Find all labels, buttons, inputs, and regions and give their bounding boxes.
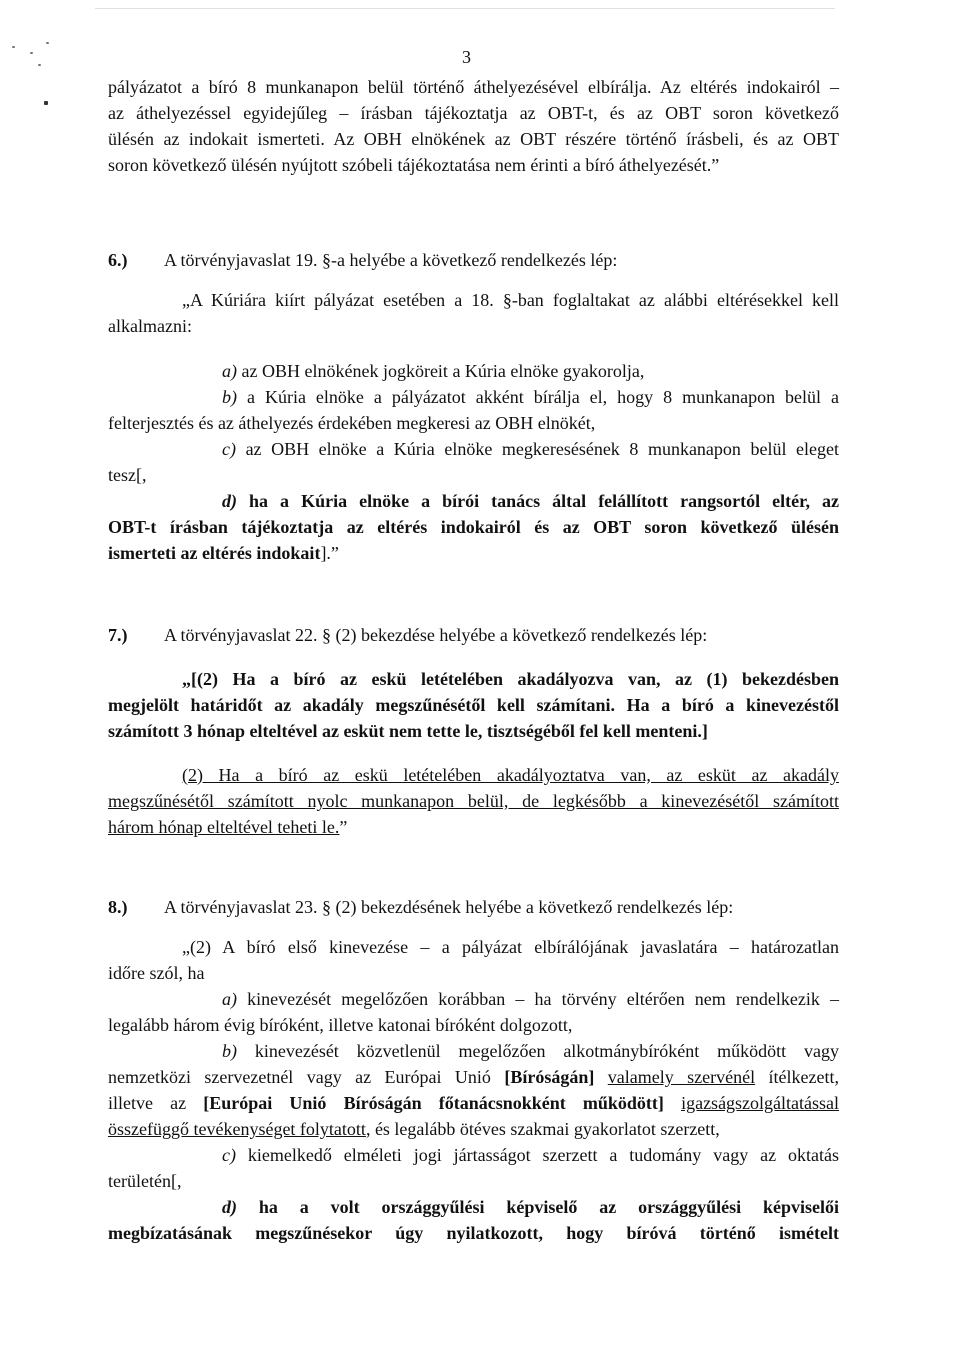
scan-edge-line (95, 8, 835, 9)
section-6-item-c-cont: tesz[, (108, 465, 147, 485)
scan-speck (44, 101, 48, 105)
section-6-item-b-cont: felterjesztés és az áthelyezés érdekében megkeresi az OBH elnökét, (108, 413, 596, 433)
section-8-number: 8.) (108, 897, 128, 917)
intro-line-2: az áthelyezéssel egyidejűleg – írásban tájékoztatja az OBT-t, és az OBT soron következő (108, 103, 839, 123)
section-7-number: 7.) (108, 625, 128, 645)
section-7-new-text-3: három hónap elteltével teheti le.” (108, 817, 348, 837)
section-6-item-a: a) az OBH elnökének jogköreit a Kúria elnöke gyakorolja, (222, 361, 645, 381)
section-6-paragraph-end: alkalmazni: (108, 316, 192, 336)
section-8-item-b-line-2: nemzetközi szervezetnél vagy az Európai Unió [Bíróságán] valamely szervénél ítélkezett, (108, 1067, 840, 1087)
section-7-old-text-2: megjelölt határidőt az akadály megszűnésétől kell számítani. Ha a bíró a kinevezéstől (108, 695, 839, 715)
section-6-item-b: b) a Kúria elnöke a pályázatot akként bírálja el, hogy 8 munkanapon belül a (222, 387, 840, 407)
page-number: 3 (462, 47, 471, 67)
section-8-paragraph-end: időre szól, ha (108, 963, 205, 983)
section-8-item-c: c) kiemelkedő elméleti jogi jártasságot szerzett a tudomány vagy az oktatás (222, 1145, 840, 1165)
section-6-number: 6.) (108, 250, 128, 270)
scan-speck (46, 42, 49, 44)
section-6-item-d: d) ha a Kúria elnöke a bírói tanács által felállított rangsortól eltér, az (222, 491, 840, 511)
intro-line-4: soron következő ülésén nyújtott szóbeli tájékoztatása nem érinti a bíró áthelyezését.” (108, 155, 720, 175)
section-8-item-b-line-3: illetve az [Európai Unió Bíróságán főtanácsnokként működött] igazságszolgáltatással (108, 1093, 840, 1113)
section-7-heading: A törvényjavaslat 22. § (2) bekezdése helyébe a következő rendelkezés lép: (164, 625, 708, 645)
section-8-item-a: a) kinevezését megelőzően korábban – ha törvény eltérően nem rendelkezik – (222, 989, 840, 1009)
scan-speck (30, 52, 33, 54)
scan-speck (12, 46, 15, 48)
section-8-item-b: b) kinevezését közvetlenül megelőzően alkotmánybíróként működött vagy (222, 1041, 839, 1061)
section-8-item-d-cont: megbízatásának megszűnésekor úgy nyilatkozott, hogy bíróvá történő ismételt (108, 1223, 839, 1243)
section-6-item-d-cont: OBT-t írásban tájékoztatja az eltérés indokairól és az OBT soron következő ülésén (108, 517, 839, 537)
scan-speck (38, 64, 41, 66)
section-8-item-d: d) ha a volt országgyűlési képviselő az országgyűlési képviselői (222, 1197, 839, 1217)
section-8-item-b-line-4: összefüggő tevékenységet folytatott, és legalább ötéves szakmai gyakorlatot szerzett, (108, 1119, 720, 1139)
section-7-new-text-1: (2) Ha a bíró az eskü letételében akadályoztatva van, az esküt az akadály (182, 765, 839, 785)
intro-line-3: ülésén az indokait ismerteti. Az OBH elnökének az OBT részére történő írásbeli, és az OBT (108, 129, 839, 149)
section-8-item-c-cont: területén[, (108, 1171, 182, 1191)
section-8-paragraph: „(2) A bíró első kinevezése – a pályázat elbírálójának javaslatára – határozatlan (182, 937, 839, 957)
section-7-new-text-2: megszűnésétől számított nyolc munkanapon belül, de legkésőbb a kinevezésétől számított (108, 791, 839, 811)
section-6-paragraph: „A Kúriára kiírt pályázat esetében a 18. §-ban foglaltakat az alábbi eltérésekkel kell (182, 290, 839, 310)
section-7-old-text-3: számított 3 hónap elteltével az esküt nem tette le, tisztségéből fel kell menteni.] (108, 721, 708, 741)
section-7-old-text-1: „[(2) Ha a bíró az eskü letételében akadályozva van, az (1) bekezdésben (182, 669, 839, 689)
section-6-item-d-end: ismerteti az eltérés indokait].” (108, 543, 339, 563)
section-6-heading: A törvényjavaslat 19. §-a helyébe a következő rendelkezés lép: (164, 250, 618, 270)
section-8-item-a-cont: legalább három évig bíróként, illetve katonai bíróként dolgozott, (108, 1015, 573, 1035)
section-8-heading: A törvényjavaslat 23. § (2) bekezdésének helyébe a következő rendelkezés lép: (164, 897, 734, 917)
intro-line-1: pályázatot a bíró 8 munkanapon belül történő áthelyezésével elbírálja. Az eltérés indokairól – (108, 77, 839, 97)
section-6-item-c: c) az OBH elnöke a Kúria elnöke megkeresésének 8 munkanapon belül eleget (222, 439, 840, 459)
